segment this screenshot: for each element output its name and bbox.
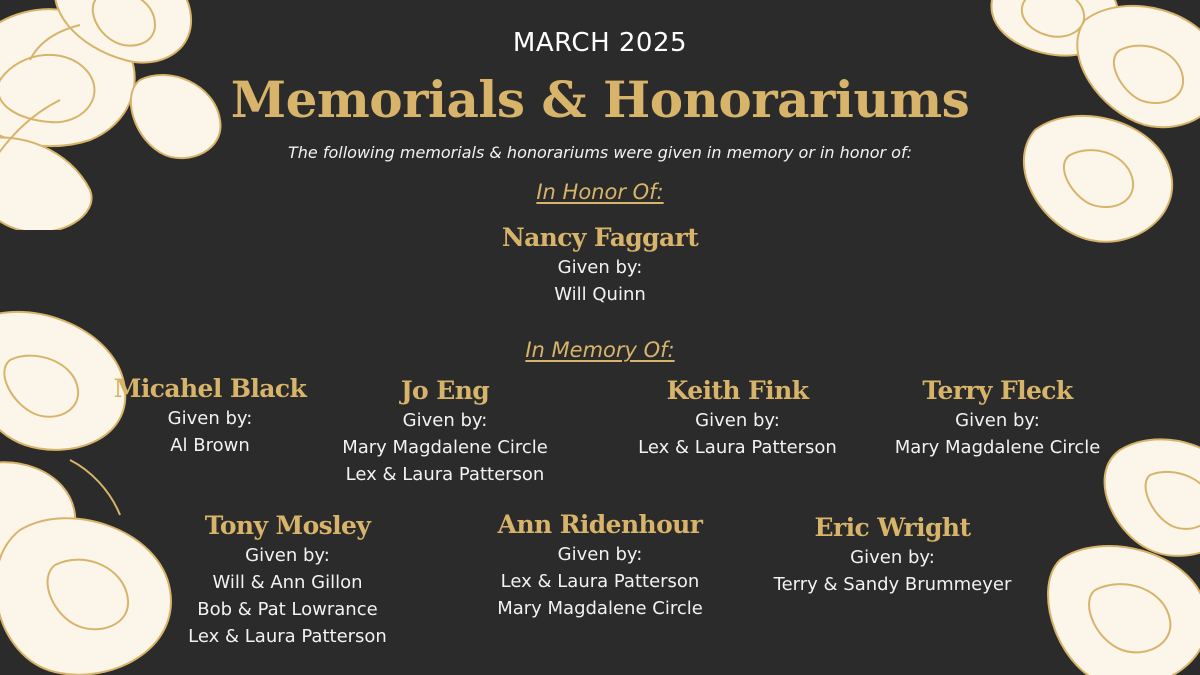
honoree-card <box>450 222 750 308</box>
giver-name: Bob & Pat Lowrance <box>197 599 378 620</box>
given-by-label: Given by: <box>955 410 1040 431</box>
given-by-label: Given by: <box>167 408 253 429</box>
given-by-label: Given by: <box>245 545 330 566</box>
giver-name: Lex & Laura Patterson <box>345 464 545 485</box>
giver-name: Lex & Laura Patterson <box>500 571 700 592</box>
month-label: MARCH 2025 <box>512 28 688 58</box>
memorial-card <box>865 375 1130 461</box>
honor-section-label: In Honor Of: <box>536 180 664 204</box>
memorial-card <box>160 510 415 650</box>
memorial-name: Terry Fleck <box>922 376 1073 405</box>
given-by-label: Given by: <box>557 544 643 565</box>
given-by-label: Given by: <box>557 257 643 278</box>
memorial-name: Keith Fink <box>666 376 809 405</box>
memorial-card <box>310 375 580 488</box>
giver-name: Lex & Laura Patterson <box>638 437 837 458</box>
giver-name: Lex & Laura Patterson <box>188 626 387 647</box>
giver-name: Al Brown <box>170 435 250 456</box>
given-by-label: Given by: <box>402 410 488 431</box>
memorial-name: Micahel Black <box>113 374 307 403</box>
memorial-name: Ann Ridenhour <box>497 510 703 539</box>
giver-name: Mary Magdalene Circle <box>342 437 548 458</box>
page-title: Memorials & Honorariums <box>230 70 970 129</box>
giver-name: Mary Magdalene Circle <box>497 598 703 619</box>
memorial-name: Tony Mosley <box>204 511 371 540</box>
giver-name: Terry & Sandy Brummeyer <box>773 574 1012 595</box>
memorial-card <box>755 512 1030 598</box>
given-by-label: Given by: <box>850 547 935 568</box>
giver-name: Will Quinn <box>554 284 646 305</box>
memorial-card <box>470 509 730 622</box>
giver-name: Mary Magdalene Circle <box>894 437 1101 458</box>
memorial-name: Jo Eng <box>400 376 490 405</box>
honoree-name: Nancy Faggart <box>501 223 699 252</box>
memory-section-label: In Memory Of: <box>525 338 675 362</box>
memorial-name: Eric Wright <box>814 513 971 542</box>
floral-bottom-right-icon <box>1040 430 1200 675</box>
giver-name: Will & Ann Gillon <box>212 572 363 593</box>
memorial-card <box>80 373 340 459</box>
memorial-card <box>605 375 870 461</box>
given-by-label: Given by: <box>695 410 780 431</box>
intro-text: The following memorials & honorariums were given in memory or in honor of: <box>288 143 912 162</box>
